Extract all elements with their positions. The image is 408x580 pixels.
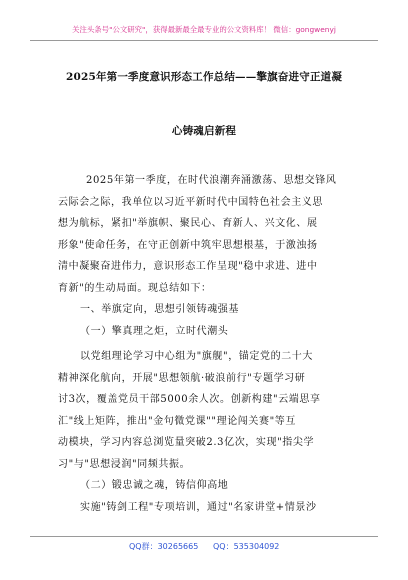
- body-line-12: 习"与"思想浸润"同频共振。: [58, 458, 191, 470]
- body-line-13: 实施"铸剑工程"专项培训，通过"名家讲堂+情景沙: [80, 502, 317, 513]
- subsection-heading-1: （一）擎真理之炬，立时代潮头: [80, 325, 229, 337]
- footer-qq-group: QQ群：30265665: [129, 542, 199, 551]
- body-line-7: 以党组理论学习中心组为"旗舰"，锚定党的二十大: [80, 351, 313, 362]
- subsection-heading-2: （二）锻忠诚之魂，铸信仰高地: [80, 480, 229, 491]
- header-banner: 关注头条号"公文研究"，获得最新最全最专业的公文资料库！ 微信：gongwenyj: [72, 25, 336, 34]
- document-title-line-2: 心铸魂启新程: [171, 125, 237, 137]
- body-line-9: 讨3次，覆盖党员干部5000余人次。创新构建"云端思享: [58, 394, 321, 405]
- body-line-3: 想为航标，紧扣"举旗帜、聚民心、育新人、兴文化、展: [58, 218, 318, 229]
- body-line-8: 精神深化航向，开展"思想领航·破浪前行"专题学习研: [58, 372, 306, 384]
- footer-qq-contact: QQ：535304092: [213, 542, 280, 551]
- body-line-5: 清中凝聚奋进伟力，意识形态工作呈现"稳中求进、进中: [58, 261, 318, 272]
- footer-divider: [30, 536, 378, 537]
- body-line-6: 育新"的生动局面。现总结如下：: [58, 282, 212, 294]
- document-title-line-1: 2025年第一季度意识形态工作总结——擎旗奋进守正道凝: [65, 71, 343, 83]
- body-line-2: 云际会之际，我单位以习近平新时代中国特色社会主义思: [58, 196, 323, 208]
- section-heading-1: 一、举旗定向，思想引领铸魂强基: [80, 304, 239, 315]
- header-divider: [30, 40, 378, 41]
- body-line-1: 2025年第一季度，在时代浪潮奔涌激荡、思想交锋风: [86, 175, 337, 186]
- body-line-10: 汇"线上矩阵，推出"金句微党课""理论闯关赛"等互: [58, 415, 296, 427]
- body-line-4: 形象"使命任务，在守正创新中筑牢思想根基，于激浊扬: [58, 239, 318, 251]
- body-line-11: 动模块，学习内容总浏览量突破2.3亿次，实现"指尖学: [58, 437, 315, 448]
